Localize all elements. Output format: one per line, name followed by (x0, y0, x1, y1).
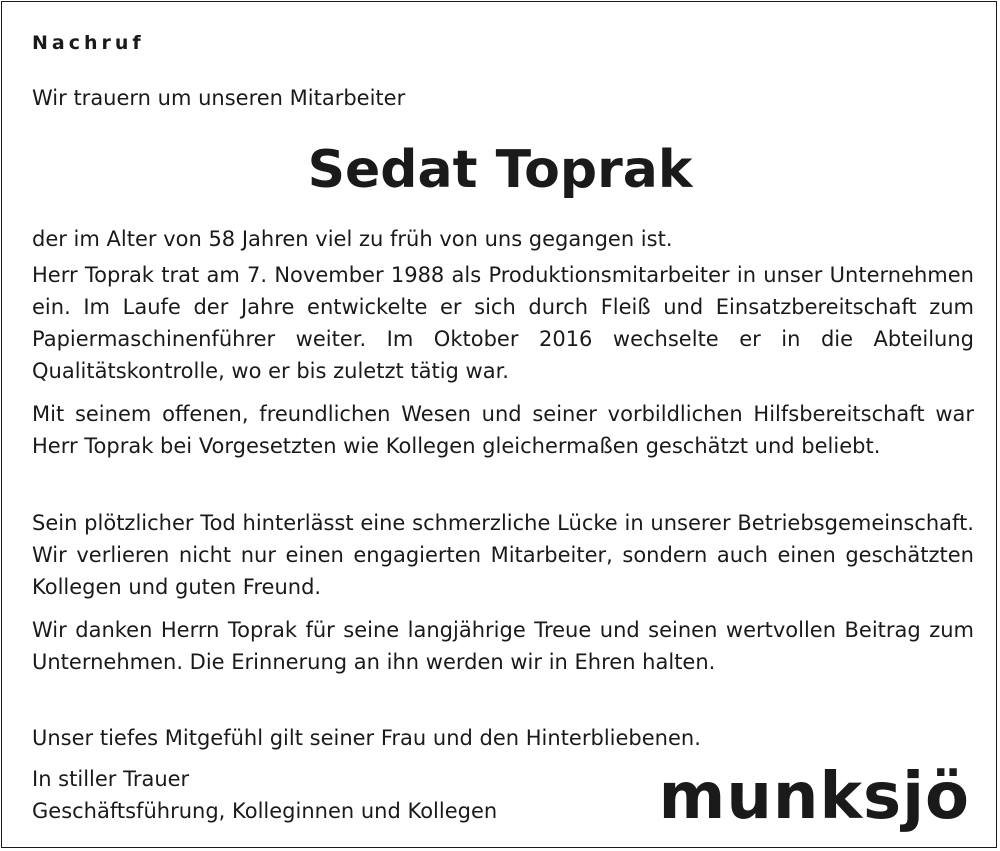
notice-heading: Nachruf (32, 32, 145, 54)
deceased-name: Sedat Toprak (307, 140, 693, 200)
condolence-paragraph: Unser tiefes Mitgefühl gilt seiner Frau und den Hinterbliebenen. (32, 726, 701, 750)
age-paragraph: der im Alter von 58 Jahren viel zu früh von uns gegangen ist. (32, 227, 673, 251)
loss-paragraph: Sein plötzlicher Tod hinterlässt eine schmerzliche Lücke in unserer Betriebsgemeinschaft. Wir verlieren nicht nur einen engagierten Mitarbeiter, sondern auch einen geschätzten Kollegen und guten Freund. (32, 511, 974, 599)
company-logo: munksjö (658, 760, 970, 834)
closing-block (32, 763, 497, 827)
career-paragraph: Herr Toprak trat am 7. November 1988 als Produktionsmitarbeiter in unser Unternehmen ein. Im Laufe der Jahre entwickelte er sich durch Fleiß und Einsatzbereitschaft zum Papiermaschinenführer weiter. Im Oktober 2016 wechselte er in die Abteilung Qualitätskontrolle, wo er bis zuletzt tätig war. (32, 263, 974, 383)
obituary-notice (1, 1, 997, 848)
closing-line: In stiller Trauer (32, 767, 190, 791)
intro-line: Wir trauern um unseren Mitarbeiter (32, 86, 406, 110)
character-paragraph: Mit seinem offenen, freundlichen Wesen und seiner vorbildlichen Hilfsbereitschaft war Herr Toprak bei Vorgesetzten wie Kollegen gleichermaßen geschätzt und beliebt. (32, 402, 974, 458)
thanks-paragraph: Wir danken Herrn Toprak für seine langjährige Treue und seinen wertvollen Beitrag zum Unternehmen. Die Erinnerung an ihn werden wir in Ehren halten. (32, 618, 974, 674)
signatories: Geschäftsführung, Kolleginnen und Kollegen (32, 799, 498, 823)
